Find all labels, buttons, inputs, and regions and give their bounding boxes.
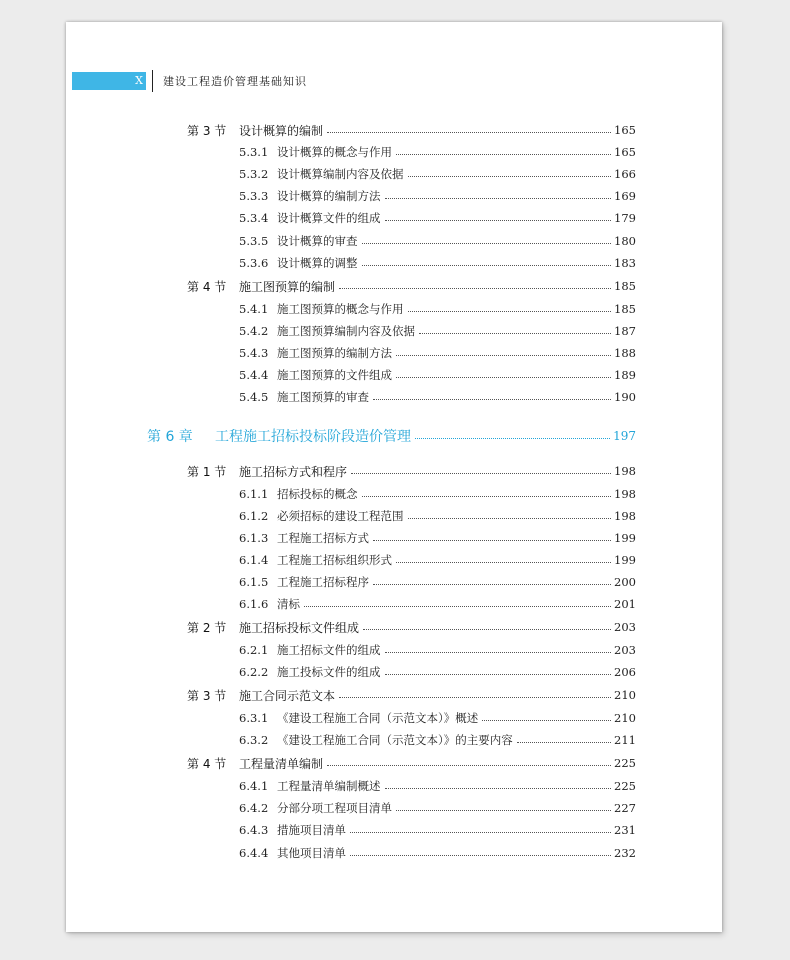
entry-title: 施工投标文件的组成 xyxy=(277,665,381,679)
entry-title: 施工图预算的概念与作用 xyxy=(277,302,404,316)
leader-dots xyxy=(327,765,611,766)
entry-title: 其他项目清单 xyxy=(277,846,346,860)
leader-dots xyxy=(373,540,611,541)
toc-section-5-3[interactable] xyxy=(187,121,636,139)
section-title: 施工招标方式和程序 xyxy=(239,464,348,479)
toc-entry-6-4-4[interactable] xyxy=(239,844,636,862)
leader-dots xyxy=(396,562,611,563)
leader-dots xyxy=(362,243,612,244)
section-number: 第 3 节 xyxy=(187,688,227,703)
page-ref: 185 xyxy=(614,302,636,316)
page-ref: 185 xyxy=(614,279,636,293)
section-title: 施工合同示范文本 xyxy=(239,688,336,703)
page-ref: 165 xyxy=(614,145,636,159)
toc-entry-6-3-1[interactable] xyxy=(239,709,636,727)
entry-number: 5.4.5 xyxy=(239,390,269,404)
page-ref: 166 xyxy=(614,167,636,181)
entry-number: 5.4.2 xyxy=(239,324,269,338)
section-title: 设计概算的编制 xyxy=(239,123,324,138)
entry-number: 5.4.1 xyxy=(239,302,269,316)
toc-chapter-6[interactable] xyxy=(147,425,636,447)
entry-number: 6.4.2 xyxy=(239,801,269,815)
entry-number: 6.3.2 xyxy=(239,733,269,747)
entry-number: 6.1.1 xyxy=(239,487,269,501)
toc-entry-6-1-4[interactable] xyxy=(239,551,636,569)
leader-dots xyxy=(419,333,611,334)
section-number: 第 4 节 xyxy=(187,279,227,294)
entry-number: 5.3.2 xyxy=(239,167,269,181)
entry-title: 工程量清单编制概述 xyxy=(277,779,381,793)
toc-entry-5-4-4[interactable] xyxy=(239,366,636,384)
page-ref: 199 xyxy=(614,553,636,567)
leader-dots xyxy=(396,377,611,378)
entry-title: 分部分项工程项目清单 xyxy=(277,801,392,815)
page-ref: 225 xyxy=(614,756,636,770)
toc-entry-5-3-1[interactable] xyxy=(239,143,636,161)
leader-dots xyxy=(385,674,612,675)
page-ref: 165 xyxy=(614,123,636,137)
chapter-number: 第 6 章 xyxy=(147,429,193,445)
page-ref: 203 xyxy=(614,643,636,657)
section-title: 工程量清单编制 xyxy=(239,756,324,771)
toc-entry-6-4-1[interactable] xyxy=(239,777,636,795)
leader-dots xyxy=(373,584,611,585)
entry-title: 工程施工招标程序 xyxy=(277,575,369,589)
toc-entry-6-1-2[interactable] xyxy=(239,507,636,525)
entry-title: 设计概算的审查 xyxy=(277,234,358,248)
page-ref: 232 xyxy=(614,846,636,860)
leader-dots xyxy=(350,855,611,856)
page-ref: 201 xyxy=(614,597,636,611)
entry-number: 5.3.4 xyxy=(239,211,269,225)
leader-dots xyxy=(385,198,612,199)
entry-title: 施工图预算的编制方法 xyxy=(277,346,392,360)
entry-number: 6.4.4 xyxy=(239,846,269,860)
toc-entry-6-4-3[interactable] xyxy=(239,821,636,839)
leader-dots xyxy=(351,473,611,474)
entry-title: 《建设工程施工合同（示范文本）》的主要内容 xyxy=(277,733,513,747)
toc-entry-6-1-1[interactable] xyxy=(239,485,636,503)
toc-section-5-4[interactable] xyxy=(187,277,636,295)
page-ref: 190 xyxy=(614,390,636,404)
leader-dots xyxy=(408,311,612,312)
page-ref: 227 xyxy=(614,801,636,815)
page-ref: 198 xyxy=(614,509,636,523)
leader-dots xyxy=(385,788,612,789)
toc-entry-6-4-2[interactable] xyxy=(239,799,636,817)
entry-number: 6.1.3 xyxy=(239,531,269,545)
entry-number: 6.4.1 xyxy=(239,779,269,793)
leader-dots xyxy=(362,265,612,266)
leader-dots xyxy=(385,220,612,221)
page-ref: 225 xyxy=(614,779,636,793)
entry-number: 6.4.3 xyxy=(239,823,269,837)
page-number: X xyxy=(135,74,143,87)
leader-dots xyxy=(396,154,611,155)
leader-dots xyxy=(385,652,612,653)
leader-dots xyxy=(327,132,611,133)
entry-title: 设计概算的编制方法 xyxy=(277,189,381,203)
entry-number: 5.4.4 xyxy=(239,368,269,382)
entry-number: 6.2.1 xyxy=(239,643,269,657)
page-ref: 198 xyxy=(614,487,636,501)
leader-dots xyxy=(362,496,612,497)
leader-dots xyxy=(373,399,611,400)
toc-section-6-3[interactable] xyxy=(187,686,636,704)
entry-number: 5.3.6 xyxy=(239,256,269,270)
toc-entry-6-1-3[interactable] xyxy=(239,529,636,547)
toc-entry-5-3-6[interactable] xyxy=(239,254,636,272)
leader-dots xyxy=(339,288,611,289)
book-page xyxy=(66,22,722,932)
page-ref: 199 xyxy=(614,531,636,545)
leader-dots xyxy=(408,518,612,519)
chapter-title: 工程施工招标投标阶段造价管理 xyxy=(215,429,411,445)
entry-title: 必须招标的建设工程范围 xyxy=(277,509,404,523)
toc-entry-5-4-5[interactable] xyxy=(239,388,636,406)
entry-number: 6.2.2 xyxy=(239,665,269,679)
section-number: 第 1 节 xyxy=(187,464,227,479)
leader-dots xyxy=(517,742,611,743)
page-ref: 188 xyxy=(614,346,636,360)
page-ref: 169 xyxy=(614,189,636,203)
toc-entry-5-4-1[interactable] xyxy=(239,300,636,318)
entry-number: 6.1.5 xyxy=(239,575,269,589)
toc-section-6-1[interactable] xyxy=(187,462,636,480)
leader-dots xyxy=(415,438,610,439)
page-ref: 203 xyxy=(614,620,636,634)
entry-number: 6.1.2 xyxy=(239,509,269,523)
entry-title: 施工图预算的审查 xyxy=(277,390,369,404)
entry-title: 招标投标的概念 xyxy=(277,487,358,501)
toc-entry-5-4-2[interactable] xyxy=(239,322,636,340)
toc-entry-6-3-2[interactable] xyxy=(239,731,636,749)
entry-title: 施工图预算编制内容及依据 xyxy=(277,324,415,338)
page-ref: 206 xyxy=(614,665,636,679)
entry-title: 清标 xyxy=(277,597,300,611)
entry-number: 5.4.3 xyxy=(239,346,269,360)
toc-entry-6-1-6[interactable] xyxy=(239,595,636,613)
entry-number: 5.3.1 xyxy=(239,145,269,159)
entry-number: 6.1.6 xyxy=(239,597,269,611)
entry-number: 5.3.5 xyxy=(239,234,269,248)
page-ref: 187 xyxy=(614,324,636,338)
page-ref: 200 xyxy=(614,575,636,589)
page-ref: 197 xyxy=(613,429,636,443)
leader-dots xyxy=(482,720,611,721)
page-ref: 189 xyxy=(614,368,636,382)
section-number: 第 2 节 xyxy=(187,620,227,635)
toc-entry-5-3-2[interactable] xyxy=(239,165,636,183)
entry-title: 《建设工程施工合同（示范文本）》概述 xyxy=(277,711,479,725)
running-header-title: 建设工程造价管理基础知识 xyxy=(163,75,307,88)
page-ref: 210 xyxy=(614,711,636,725)
page-ref: 180 xyxy=(614,234,636,248)
toc-entry-5-3-5[interactable] xyxy=(239,232,636,250)
page-ref: 179 xyxy=(614,211,636,225)
section-title: 施工图预算的编制 xyxy=(239,279,336,294)
toc-entry-5-3-4[interactable] xyxy=(239,209,636,227)
toc-entry-5-4-3[interactable] xyxy=(239,344,636,362)
entry-title: 工程施工招标方式 xyxy=(277,531,369,545)
toc-section-6-4[interactable] xyxy=(187,754,636,772)
entry-title: 设计概算的调整 xyxy=(277,256,358,270)
leader-dots xyxy=(350,832,611,833)
page-ref: 183 xyxy=(614,256,636,270)
toc-entry-6-1-5[interactable] xyxy=(239,573,636,591)
leader-dots xyxy=(339,697,611,698)
entry-title: 工程施工招标组织形式 xyxy=(277,553,392,567)
entry-number: 5.3.3 xyxy=(239,189,269,203)
leader-dots xyxy=(304,606,611,607)
entry-title: 措施项目清单 xyxy=(277,823,346,837)
section-number: 第 4 节 xyxy=(187,756,227,771)
entry-title: 施工图预算的文件组成 xyxy=(277,368,392,382)
leader-dots xyxy=(396,810,611,811)
toc-entry-5-3-3[interactable] xyxy=(239,187,636,205)
leader-dots xyxy=(408,176,612,177)
entry-number: 6.3.1 xyxy=(239,711,269,725)
toc-entry-6-2-2[interactable] xyxy=(239,663,636,681)
entry-title: 设计概算文件的组成 xyxy=(277,211,381,225)
entry-title: 设计概算的概念与作用 xyxy=(277,145,392,159)
page-ref: 211 xyxy=(614,733,636,747)
toc-entry-6-2-1[interactable] xyxy=(239,641,636,659)
leader-dots xyxy=(363,629,611,630)
page-ref: 231 xyxy=(614,823,636,837)
entry-number: 6.1.4 xyxy=(239,553,269,567)
leader-dots xyxy=(396,355,611,356)
section-number: 第 3 节 xyxy=(187,123,227,138)
page-ref: 210 xyxy=(614,688,636,702)
entry-title: 设计概算编制内容及依据 xyxy=(277,167,404,181)
section-title: 施工招标投标文件组成 xyxy=(239,620,360,635)
entry-title: 施工招标文件的组成 xyxy=(277,643,381,657)
page-ref: 198 xyxy=(614,464,636,478)
toc-section-6-2[interactable] xyxy=(187,618,636,636)
table-of-contents xyxy=(66,22,722,932)
